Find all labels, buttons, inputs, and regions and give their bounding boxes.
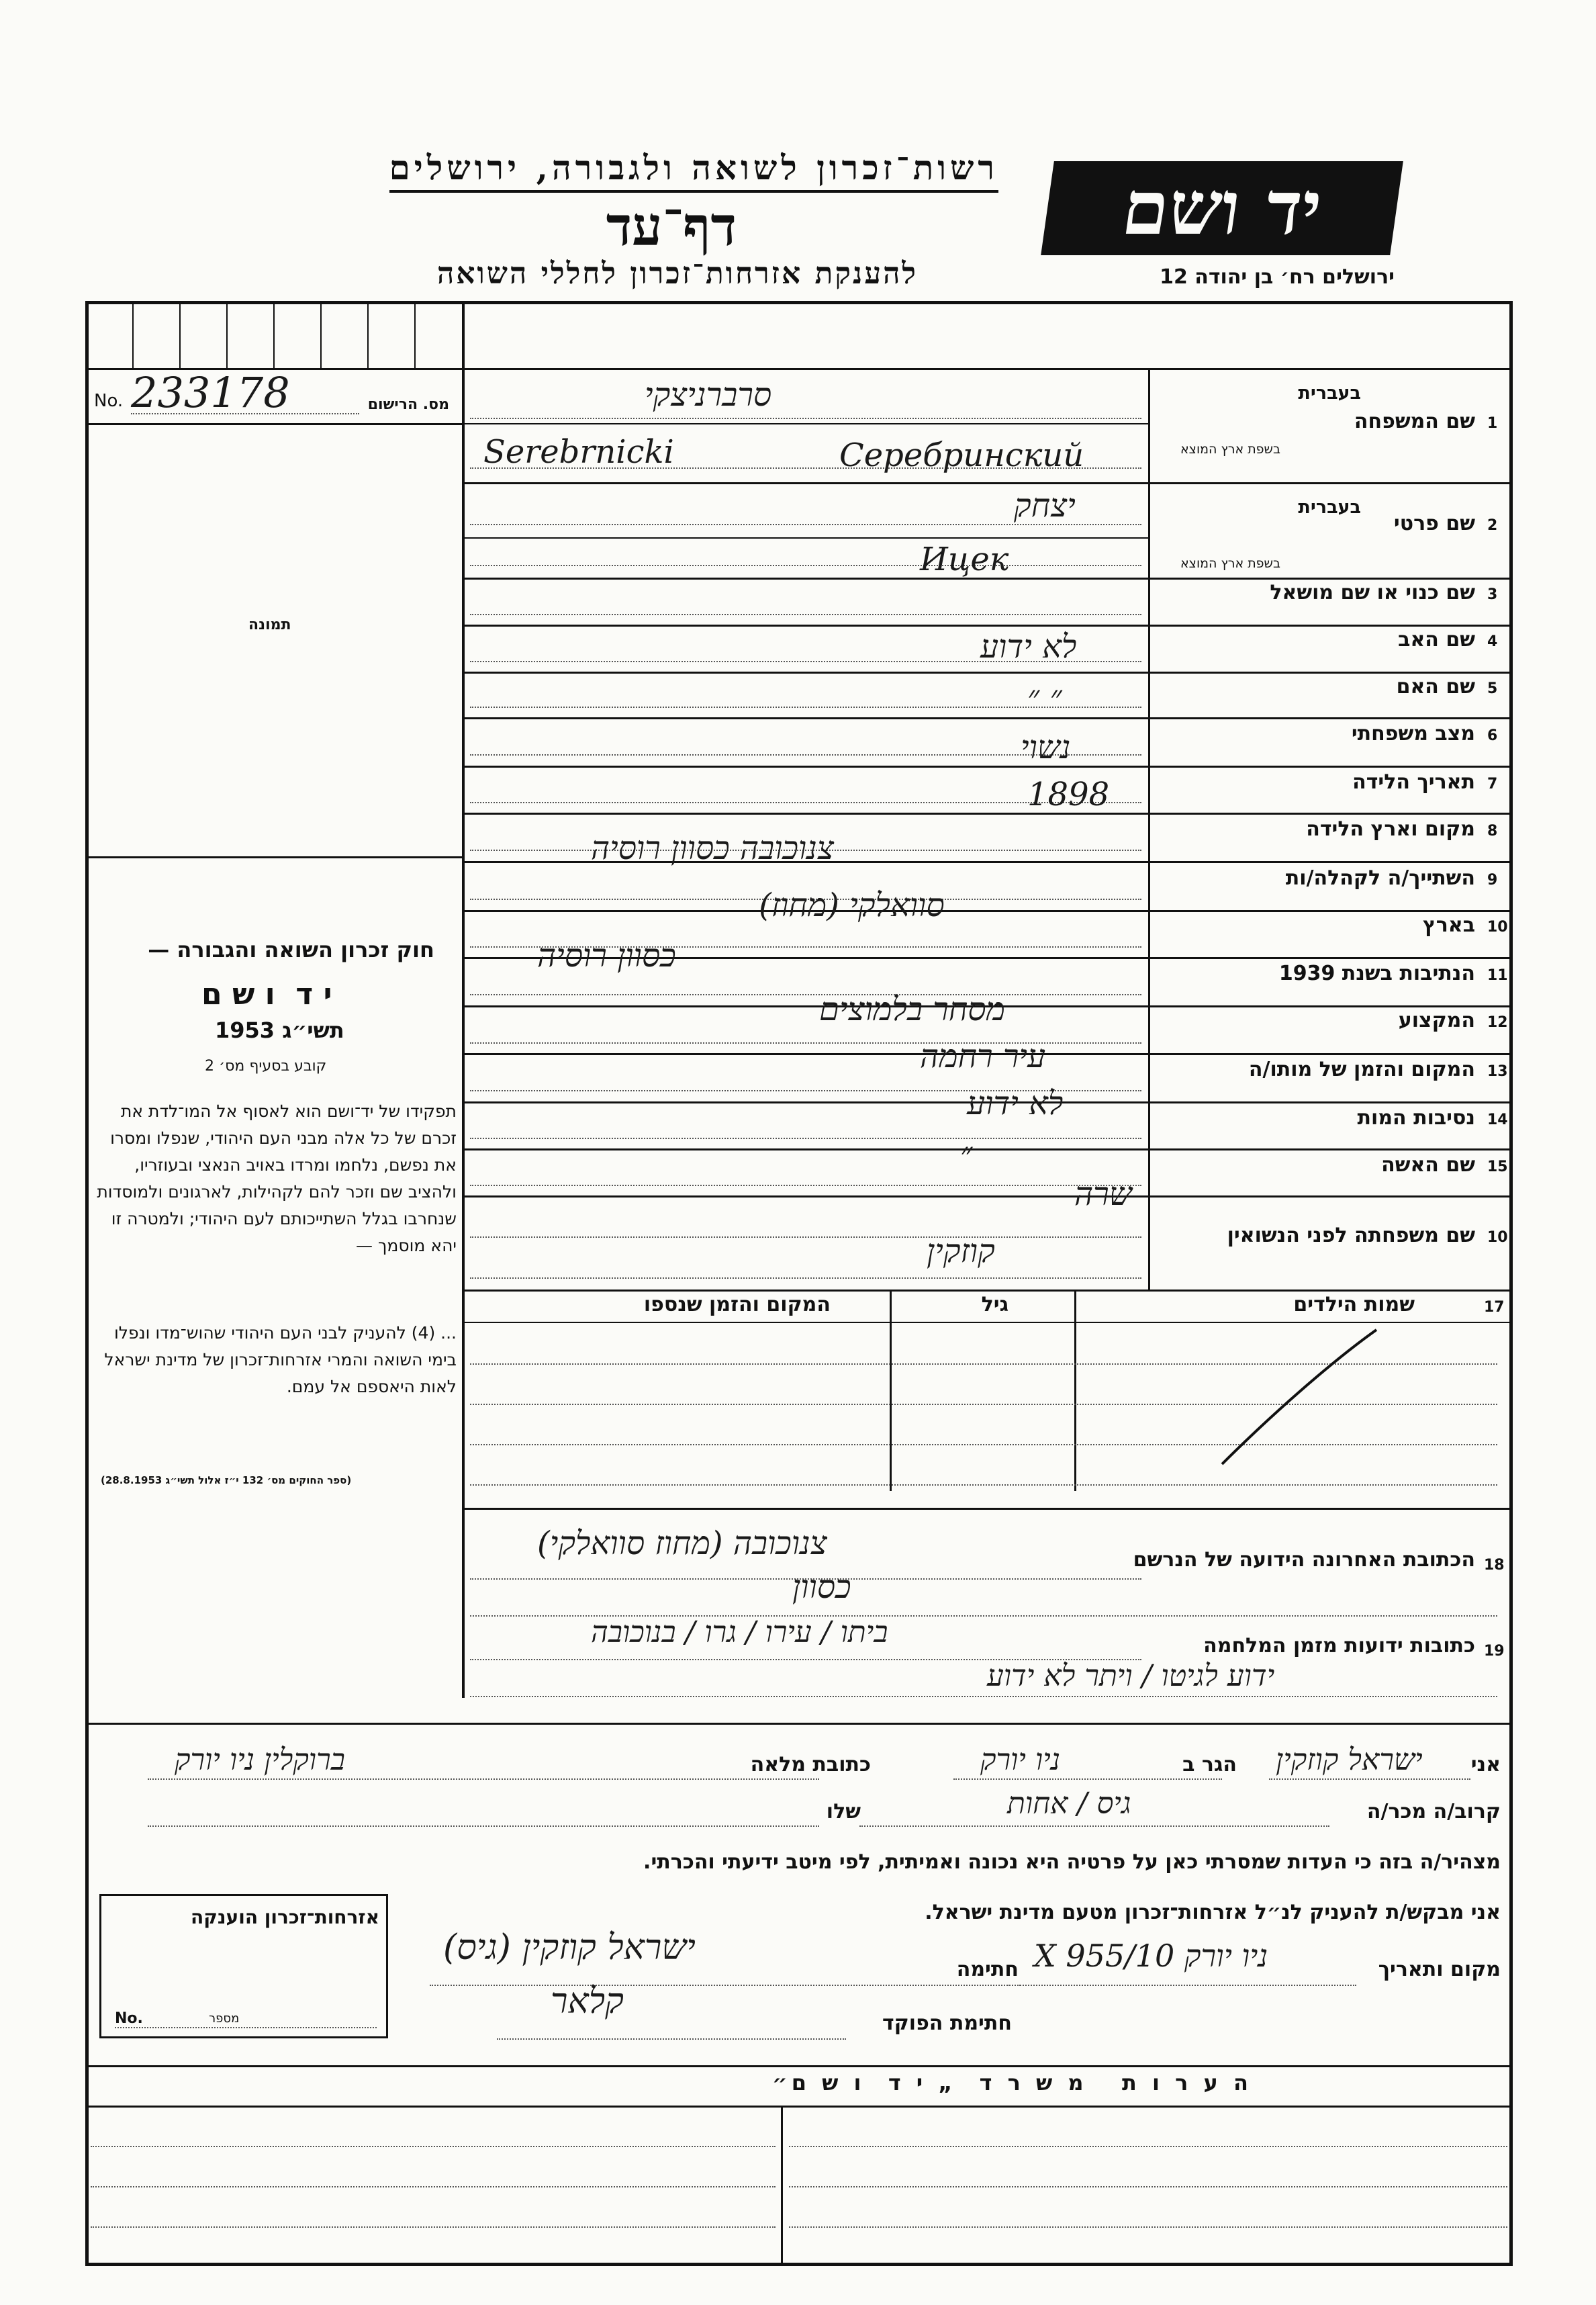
field-num: 14 xyxy=(1487,1112,1508,1128)
law-name: י ד ו ש ם xyxy=(201,977,332,1011)
law-year: תשי״ג 1953 xyxy=(215,1018,344,1043)
law-footnote: (ספר החוקים מס׳ 132 י״ז אלול תשי״ג 28.8.1953) xyxy=(101,1474,352,1486)
photo-label: תמונה xyxy=(248,617,291,633)
declarant-name: ישראל קוזקין xyxy=(1276,1743,1423,1777)
field-label: שם האשה xyxy=(1381,1153,1475,1177)
f19-value-2: ידוע לגיטו / ויתר לא ידוע xyxy=(987,1659,1275,1693)
firstname-cyr-value: Ицек xyxy=(920,541,1009,578)
field-hebrew-sublabel: בעברית xyxy=(1298,497,1361,518)
address-label: כתובת מלאה xyxy=(750,1753,871,1776)
birth-place-value: צנוכובה כסוון רוסיה xyxy=(591,829,834,867)
field-label: שם האב xyxy=(1398,628,1475,651)
field-num: 6 xyxy=(1487,727,1498,744)
field-label: שם המשפחה xyxy=(1354,410,1475,433)
surname-cyr-value: Серебринский xyxy=(839,437,1084,474)
address-value: ברוקלין ניו יורק xyxy=(175,1743,345,1777)
form-title: דף־עד xyxy=(606,195,737,258)
f18-value-2: כסוון xyxy=(792,1568,851,1606)
wife-name-value-2: שרה xyxy=(1074,1175,1132,1213)
death-place-value: עיר רחמה xyxy=(920,1038,1046,1075)
of-label: שלו xyxy=(826,1800,861,1823)
address-text: ירושלים רח׳ בן יהודה 12 xyxy=(1160,265,1395,289)
declarant-i-label: אני xyxy=(1470,1753,1501,1776)
surname-he-value: סרברניצקי xyxy=(645,376,772,414)
field-num: 15 xyxy=(1487,1159,1508,1175)
org-name: רשות־זכרון לשואה ולגבורה, ירושלים xyxy=(389,148,998,193)
field-native-sublabel: בשפת ארץ המוצא xyxy=(1180,442,1280,457)
field-num: 3 xyxy=(1487,586,1498,603)
field-num: 11 xyxy=(1487,967,1508,984)
declare-text: מצהיר/ה בזה כי העדות שמסרתי כאן על פרטיה היא נכונה ואמיתית, לפי מיטב ידיעתי והכרתי. xyxy=(643,1850,1501,1874)
reg-no-label: No. xyxy=(94,391,124,411)
officer-label: חתימת הפוקד xyxy=(882,2012,1012,2035)
law-text-2: ... (4) להעניק לבני העם היהודי שהוש־מדו ונפלו בימי השואה והמרי אזרחות־זכרון של מדינת ישראל לאות היאספם אל עמם. xyxy=(104,1323,457,1396)
field-label: תאריך הלידה xyxy=(1352,770,1475,794)
request-text: אני מבקש/ת להעניק לנ״ל אזרחות־זכרון מטעם מדינת ישראל. xyxy=(925,1901,1501,1924)
f18-value: צנוכובה (מחוז סוואלקי) xyxy=(537,1525,827,1562)
f18-label: הכתובת האחרונה הידועה של הנרשם xyxy=(1133,1548,1475,1572)
officer-signature: קלאר xyxy=(551,1981,624,2022)
col-children-place: המקום והזמן שנספו xyxy=(643,1293,831,1316)
field-label: מקום וארץ הלידה xyxy=(1306,817,1475,841)
field-hebrew-sublabel: בעברית xyxy=(1298,383,1361,404)
field-num: 9 xyxy=(1487,872,1498,889)
field-label: הנתיבות בשנת 1939 xyxy=(1278,962,1475,985)
field-num: 4 xyxy=(1487,633,1498,650)
yad-vashem-logo xyxy=(1041,161,1403,255)
field-label: שם פרטי xyxy=(1393,512,1475,535)
signature-value: ישראל קוזקין (גיס) xyxy=(443,1928,696,1968)
office-notes-title: ה ע ר ו ת מ ש ר ד „ י ד ו ש ם״ xyxy=(772,2070,1252,2095)
field-label: השתייך/ה לקהלה/ות xyxy=(1285,866,1475,890)
children-num: 17 xyxy=(1484,1299,1505,1316)
field-label: שם כנוי או שם מושאל xyxy=(1270,581,1475,604)
field-label: שם משפחתה לפני הנשואין xyxy=(1227,1224,1475,1247)
reg-number: 233178 xyxy=(131,368,290,417)
logo-text: יד ושם xyxy=(1117,165,1327,251)
relative-label: קרוב/ה מכר/ה xyxy=(1366,1800,1501,1823)
resides-label: הגר ב xyxy=(1182,1753,1237,1776)
field-label: בארץ xyxy=(1422,913,1475,937)
col-children-names: שמות הילדים xyxy=(1293,1293,1415,1316)
field-label: המקצוע xyxy=(1398,1009,1475,1032)
field-num: 7 xyxy=(1487,776,1498,793)
field-num: 10 xyxy=(1487,1229,1508,1246)
field-num: 8 xyxy=(1487,823,1498,840)
resides-value: ניו יורק xyxy=(980,1743,1061,1777)
f19-value: ביתו / עירו / גרו / בנוכובה xyxy=(591,1615,888,1649)
father-value: לא ידוע xyxy=(980,628,1077,666)
field-num: 12 xyxy=(1487,1014,1508,1031)
registration-boxes xyxy=(85,301,462,368)
place-date-value: ניו יורק 10/X 955 xyxy=(1034,1938,1268,1974)
stamp-title: אזרחות־זכרון הוענקה xyxy=(191,1906,379,1928)
col-children-age: גיל xyxy=(981,1293,1008,1316)
citizenship-stamp-box xyxy=(99,1894,388,2038)
mother-value: ״ ״ xyxy=(1027,678,1062,716)
community-value: סוואלקי (מחוז) xyxy=(759,887,945,924)
field-num: 13 xyxy=(1487,1063,1508,1080)
law-clause: קובע בסעיף מס׳ 2 xyxy=(205,1058,327,1075)
field-label: המקום והזמן של מותו/ה xyxy=(1248,1058,1475,1081)
field-label: שם האם xyxy=(1396,675,1475,698)
place-date-label: מקום ותאריך xyxy=(1378,1958,1501,1981)
surname-latin-value: Serebrnicki xyxy=(483,433,674,471)
f19-label: כתובות ידועות מזמן המלחמה xyxy=(1203,1634,1475,1658)
stamp-no-label: No. xyxy=(115,2010,143,2027)
field-native-sublabel: בשפת ארץ המוצא xyxy=(1180,556,1280,571)
field-num: 5 xyxy=(1487,680,1498,697)
field-label: מצב משפחתי xyxy=(1351,722,1475,745)
relative-value: גיס / אחות xyxy=(1007,1787,1131,1821)
country-value: כסוון רוסיה xyxy=(537,937,676,975)
f19-num: 19 xyxy=(1484,1643,1505,1660)
field-num: 10 xyxy=(1487,919,1508,936)
firstname-he-value: יצחק xyxy=(1014,487,1076,525)
law-text: תפקידו של יד־ושם הוא לאסוף אל המו־לדת את זכרם של כל אלה מבני העם היהודי, שנפלו ומסרו את נפשם, נלחמו ומרדו באויב הנאצי ובעוזריו, ולהציב שם וזכר להם לקהילות, לארגונים ולמוסדות שנחרבו בגלל השתייכותם לעם היהודי; ולמטרה זו יהא מוסמך — xyxy=(97,1101,457,1255)
field-num: 1 xyxy=(1487,415,1498,432)
wife-name-value: ״ xyxy=(960,1135,973,1173)
f18-num: 18 xyxy=(1484,1557,1505,1574)
field-num: 2 xyxy=(1487,517,1498,534)
birth-date-value: 1898 xyxy=(1027,776,1110,813)
wife-maiden-value: קוזקין xyxy=(927,1232,995,1270)
field-label: נסיבות המות xyxy=(1357,1106,1475,1130)
death-circ-value: לא ידוע xyxy=(967,1085,1064,1122)
stamp-num-label: מספר xyxy=(209,2012,240,2026)
form-subtitle: להענקת אזרחות־זכרון לחללי השואה xyxy=(436,257,918,291)
law-title: חוק זכרון השואה והגבורה — xyxy=(148,937,434,962)
marital-value: נשוי xyxy=(1021,729,1071,766)
occupation-value: מסחר בלמוצים xyxy=(819,991,1006,1028)
children-strike-line xyxy=(1209,1323,1383,1471)
reg-label: מס. הרישום xyxy=(367,396,449,413)
signature-label: חתימה xyxy=(956,1958,1019,1981)
